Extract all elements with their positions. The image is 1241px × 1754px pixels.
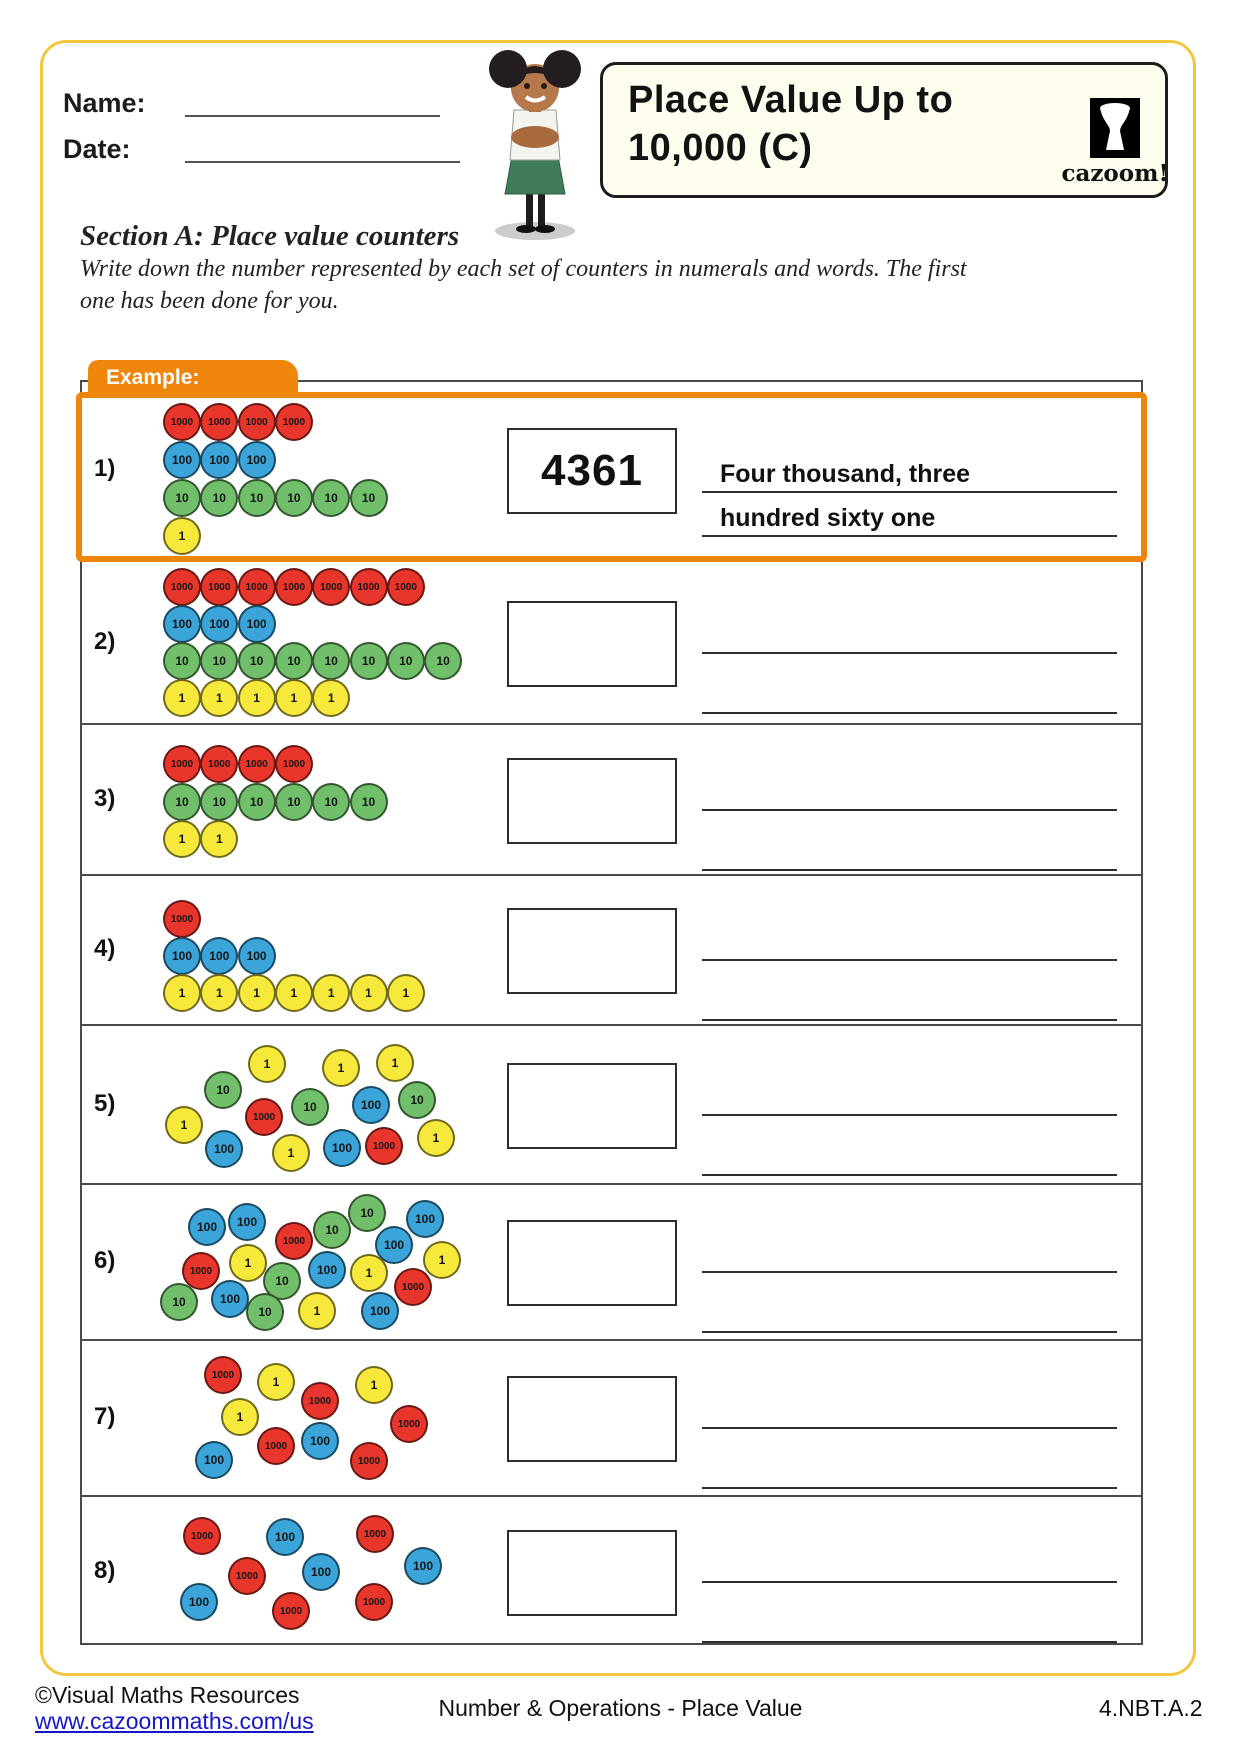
cazoom-logo-text: cazoom!: [1061, 160, 1169, 187]
worksheet-title-line1: Place Value Up to: [628, 79, 954, 121]
counter-10: 10: [398, 1081, 436, 1119]
problem-row: [82, 1495, 1141, 1647]
counter-10: 10: [246, 1293, 284, 1331]
counter-1: 1: [275, 679, 313, 717]
counter-10: 10: [387, 642, 425, 680]
answer-words: Four thousand, three: [720, 460, 970, 488]
counter-1000: 1000: [204, 1356, 242, 1394]
counter-1: 1: [350, 974, 388, 1012]
counter-10: 10: [163, 642, 201, 680]
counter-100: 100: [323, 1129, 361, 1167]
counter-1000: 1000: [163, 900, 201, 938]
counter-1: 1: [355, 1366, 393, 1404]
counter-1000: 1000: [245, 1098, 283, 1136]
instructions-line1: Write down the number represented by each set of counters in numerals and words. The first: [80, 256, 967, 282]
counter-100: 100: [406, 1200, 444, 1238]
example-tab: Example:: [88, 360, 298, 396]
counter-1: 1: [417, 1119, 455, 1157]
counter-1: 1: [165, 1106, 203, 1144]
counter-100: 100: [163, 937, 201, 975]
worksheet-title-line2: 10,000 (C): [628, 127, 813, 169]
counter-10: 10: [312, 642, 350, 680]
counter-1000: 1000: [350, 568, 388, 606]
footer-url-link[interactable]: www.cazoommaths.com/us: [35, 1708, 314, 1734]
counter-10: 10: [424, 642, 462, 680]
answer-line[interactable]: [702, 1174, 1117, 1176]
problem-number: 6): [94, 1247, 116, 1274]
answer-line[interactable]: [702, 1114, 1117, 1116]
answer-box[interactable]: [507, 601, 677, 687]
title-box: [600, 62, 1168, 198]
problem-number: 3): [94, 784, 116, 812]
counter-1: 1: [298, 1292, 336, 1330]
counter-100: 100: [238, 937, 276, 975]
counter-10: 10: [275, 479, 313, 517]
problem-row: [82, 1183, 1141, 1339]
answer-line[interactable]: [702, 809, 1117, 811]
counter-1000: 1000: [275, 403, 313, 441]
counter-1: 1: [163, 974, 201, 1012]
problem-number: 8): [94, 1557, 116, 1584]
counter-10: 10: [160, 1283, 198, 1321]
name-line[interactable]: [185, 115, 440, 117]
counter-1000: 1000: [238, 745, 276, 783]
counter-100: 100: [195, 1441, 233, 1479]
counter-1000: 1000: [312, 568, 350, 606]
answer-line[interactable]: [702, 712, 1117, 714]
counter-10: 10: [350, 783, 388, 821]
counter-10: 10: [312, 783, 350, 821]
answer-line[interactable]: [702, 1641, 1117, 1643]
counter-1: 1: [238, 679, 276, 717]
date-line[interactable]: [185, 161, 460, 163]
counter-10: 10: [313, 1211, 351, 1249]
counter-1000: 1000: [200, 403, 238, 441]
counter-1: 1: [229, 1244, 267, 1282]
answer-box[interactable]: [507, 758, 677, 844]
counter-1000: 1000: [275, 1222, 313, 1260]
counter-1000: 1000: [163, 745, 201, 783]
cartoon-girl-illustration: [468, 50, 602, 242]
counter-1000: 1000: [272, 1592, 310, 1630]
counter-1000: 1000: [183, 1517, 221, 1555]
counter-100: 100: [200, 605, 238, 643]
counter-10: 10: [200, 479, 238, 517]
counter-1: 1: [163, 517, 201, 555]
counter-100: 100: [228, 1203, 266, 1241]
counter-1000: 1000: [163, 568, 201, 606]
problem-number: 4): [94, 935, 116, 962]
answer-box[interactable]: [507, 1376, 677, 1462]
instructions-line2: one has been done for you.: [80, 288, 339, 314]
answer-line[interactable]: [702, 1427, 1117, 1429]
counter-1000: 1000: [355, 1583, 393, 1621]
answer-box[interactable]: [507, 1063, 677, 1149]
counter-1: 1: [312, 974, 350, 1012]
example-highlight-box: [76, 392, 1147, 562]
answer-line[interactable]: [702, 1581, 1117, 1583]
problem-number: 5): [94, 1089, 116, 1117]
date-label: Date:: [63, 134, 131, 164]
problems-table: [80, 380, 1143, 1645]
problem-row: [82, 1339, 1141, 1495]
counter-1: 1: [272, 1134, 310, 1172]
counter-10: 10: [204, 1071, 242, 1109]
footer-copyright: ©Visual Maths Resources: [35, 1682, 300, 1708]
counter-10: 10: [350, 479, 388, 517]
counter-100: 100: [180, 1583, 218, 1621]
problem-row: [82, 560, 1141, 723]
counter-1: 1: [163, 820, 201, 858]
problem-number: 2): [94, 627, 116, 655]
counter-100: 100: [302, 1553, 340, 1591]
counter-1000: 1000: [163, 403, 201, 441]
counter-1000: 1000: [275, 745, 313, 783]
counter-1: 1: [200, 679, 238, 717]
counter-10: 10: [200, 783, 238, 821]
answer-line[interactable]: [702, 1019, 1117, 1021]
counter-100: 100: [238, 441, 276, 479]
counter-10: 10: [275, 642, 313, 680]
counter-1: 1: [200, 974, 238, 1012]
counter-100: 100: [200, 441, 238, 479]
answer-line[interactable]: [702, 652, 1117, 654]
counter-1: 1: [238, 974, 276, 1012]
counter-1: 1: [257, 1363, 295, 1401]
counter-100: 100: [404, 1547, 442, 1585]
answer-line[interactable]: [702, 959, 1117, 961]
counter-10: 10: [163, 783, 201, 821]
counter-1: 1: [387, 974, 425, 1012]
answer-line[interactable]: [702, 869, 1117, 871]
answer-box[interactable]: [507, 908, 677, 994]
counter-100: 100: [205, 1130, 243, 1168]
counter-1: 1: [221, 1398, 259, 1436]
answer-line[interactable]: [702, 1331, 1117, 1333]
counter-1000: 1000: [200, 568, 238, 606]
problem-row: [82, 723, 1141, 874]
counter-10: 10: [200, 642, 238, 680]
section-heading: Section A: Place value counters: [80, 220, 460, 252]
counter-100: 100: [211, 1280, 249, 1318]
counter-1000: 1000: [200, 745, 238, 783]
counter-10: 10: [348, 1194, 386, 1232]
problem-row: [82, 1024, 1141, 1183]
counter-10: 10: [238, 783, 276, 821]
counter-1: 1: [312, 679, 350, 717]
counter-100: 100: [163, 441, 201, 479]
footer-standard-code: 4.NBT.A.2: [1099, 1695, 1203, 1721]
counter-1000: 1000: [350, 1442, 388, 1480]
problem-row: [82, 874, 1141, 1024]
counter-100: 100: [163, 605, 201, 643]
counter-1000: 1000: [390, 1405, 428, 1443]
counter-1000: 1000: [257, 1427, 295, 1465]
answer-value: 4361: [541, 446, 643, 495]
answer-line[interactable]: [702, 1487, 1117, 1489]
counter-10: 10: [275, 783, 313, 821]
counter-10: 10: [163, 479, 201, 517]
problem-number: 1): [94, 455, 116, 482]
counter-1: 1: [376, 1044, 414, 1082]
answer-words: hundred sixty one: [720, 504, 936, 532]
counter-100: 100: [361, 1292, 399, 1330]
counter-1000: 1000: [301, 1382, 339, 1420]
counter-1000: 1000: [356, 1515, 394, 1553]
problem-number: 7): [94, 1403, 116, 1430]
counter-10: 10: [312, 479, 350, 517]
counter-1: 1: [275, 974, 313, 1012]
counter-1: 1: [322, 1049, 360, 1087]
counter-1: 1: [423, 1241, 461, 1279]
counter-1000: 1000: [394, 1268, 432, 1306]
answer-box[interactable]: [507, 1530, 677, 1616]
answer-box[interactable]: [507, 1220, 677, 1306]
counter-10: 10: [238, 642, 276, 680]
counter-100: 100: [352, 1086, 390, 1124]
counter-1000: 1000: [238, 568, 276, 606]
counter-1: 1: [248, 1045, 286, 1083]
counter-100: 100: [266, 1518, 304, 1556]
counter-100: 100: [238, 605, 276, 643]
counter-100: 100: [308, 1251, 346, 1289]
name-label: Name:: [63, 88, 146, 118]
counter-10: 10: [350, 642, 388, 680]
counter-10: 10: [238, 479, 276, 517]
counter-10: 10: [263, 1262, 301, 1300]
counter-1000: 1000: [365, 1127, 403, 1165]
counter-1: 1: [350, 1254, 388, 1292]
footer-topic: Number & Operations - Place Value: [438, 1695, 803, 1721]
counter-1000: 1000: [387, 568, 425, 606]
counter-100: 100: [200, 937, 238, 975]
cazoom-logo-icon: [1090, 98, 1140, 158]
counter-100: 100: [375, 1226, 413, 1264]
counter-100: 100: [301, 1422, 339, 1460]
counter-100: 100: [188, 1208, 226, 1246]
counter-1000: 1000: [182, 1252, 220, 1290]
answer-line[interactable]: [702, 1271, 1117, 1273]
counter-1: 1: [200, 820, 238, 858]
counter-1000: 1000: [238, 403, 276, 441]
counter-10: 10: [291, 1088, 329, 1126]
counter-1: 1: [163, 679, 201, 717]
counter-1000: 1000: [228, 1557, 266, 1595]
counter-1000: 1000: [275, 568, 313, 606]
